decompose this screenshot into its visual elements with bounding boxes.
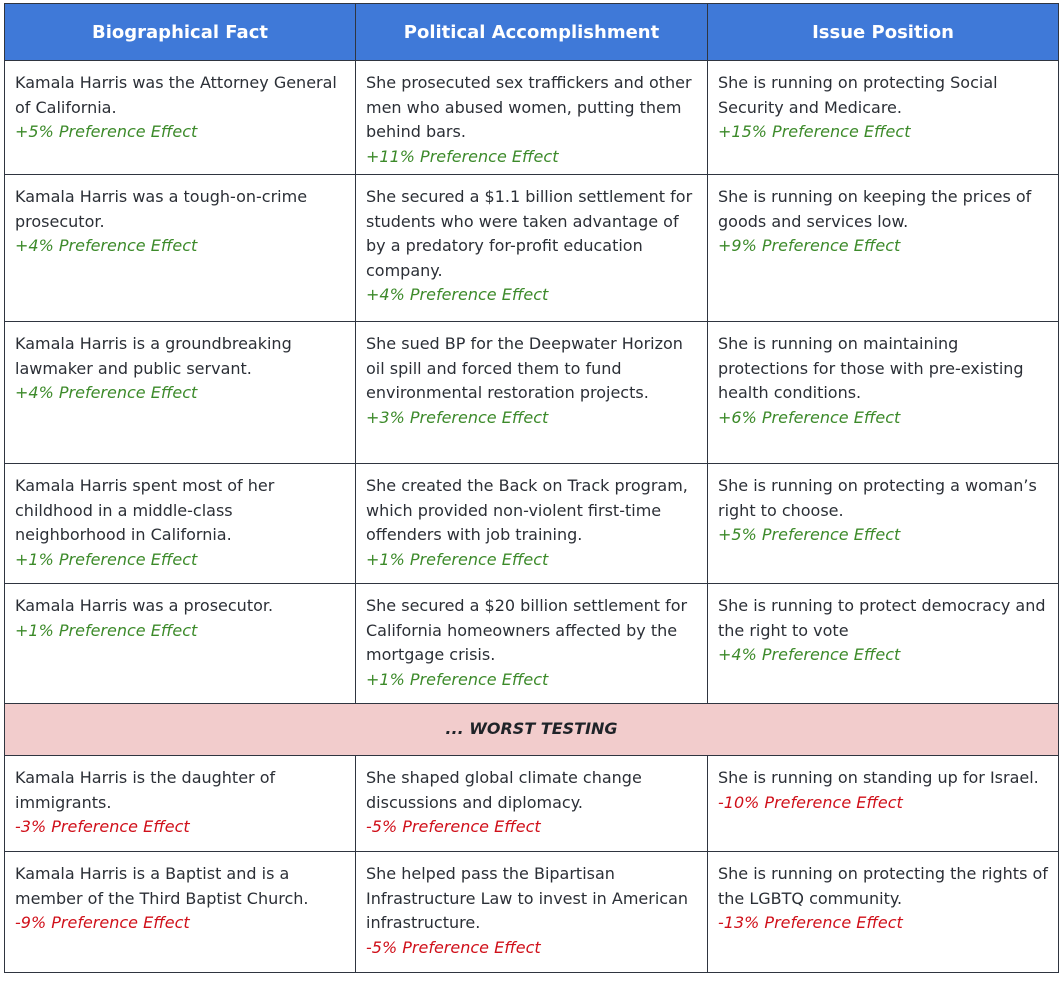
preference-effect: -5% Preference Effect <box>366 937 541 957</box>
table-cell <box>356 322 708 464</box>
table-cell <box>708 322 1059 464</box>
message-testing-table <box>4 3 1059 973</box>
preference-effect: +3% Preference Effect <box>366 407 549 427</box>
table-cell <box>356 61 708 175</box>
table-row <box>5 584 1059 704</box>
table-cell <box>5 756 356 852</box>
cell-text: Kamala Harris is the daughter of immigrants. <box>15 768 276 812</box>
preference-effect: -13% Preference Effect <box>718 913 903 932</box>
preference-effect: +11% Preference Effect <box>366 146 559 166</box>
cell-text: She sued BP for the Deepwater Horizon oil spill and forced them to fund environmental restoration projects. <box>366 334 683 402</box>
preference-effect: -5% Preference Effect <box>366 817 541 836</box>
cell-text: She is running on protecting the rights of the LGBTQ community. <box>718 864 1048 908</box>
preference-effect: +1% Preference Effect <box>15 620 198 640</box>
table-cell <box>708 175 1059 322</box>
preference-effect: +5% Preference Effect <box>718 525 901 544</box>
table-cell <box>5 852 356 973</box>
table-row <box>5 464 1059 584</box>
preference-effect: -3% Preference Effect <box>15 817 190 836</box>
table-row <box>5 61 1059 175</box>
cell-text: Kamala Harris is a Baptist and is a member of the Third Baptist Church. <box>15 864 309 908</box>
cell-text: Kamala Harris spent most of her childhood in a middle-class neighborhood in California. <box>15 476 275 544</box>
table-cell <box>356 464 708 584</box>
preference-effect: +4% Preference Effect <box>366 285 549 304</box>
table-cell <box>708 584 1059 704</box>
cell-text: Kamala Harris was a tough-on-crime prosecutor. <box>15 187 308 231</box>
worst-testing-label: ... WORST TESTING <box>5 704 1059 756</box>
preference-effect: -10% Preference Effect <box>718 792 903 812</box>
table-row <box>5 322 1059 464</box>
cell-text: She prosecuted sex traffickers and other men who abused women, putting them behind bars. <box>366 73 692 141</box>
table-cell <box>356 852 708 973</box>
preference-effect: +15% Preference Effect <box>718 122 911 141</box>
cell-text: Kamala Harris was the Attorney General of California. <box>15 73 337 117</box>
cell-text: She is running on keeping the prices of goods and services low. <box>718 187 1032 231</box>
preference-effect: +5% Preference Effect <box>15 122 198 141</box>
preference-effect: -9% Preference Effect <box>15 913 190 932</box>
preference-effect: +6% Preference Effect <box>718 407 901 427</box>
table-cell <box>5 322 356 464</box>
table-row <box>5 756 1059 852</box>
message-testing-table-container <box>4 3 1058 973</box>
cell-text: She helped pass the Bipartisan Infrastructure Law to invest in American infrastructure. <box>366 864 689 932</box>
preference-effect: +4% Preference Effect <box>15 383 198 402</box>
worst-testing-divider-row <box>5 704 1059 756</box>
table-cell <box>356 584 708 704</box>
cell-text: She is running to protect democracy and the right to vote <box>718 596 1046 640</box>
preference-effect: +1% Preference Effect <box>366 669 549 689</box>
cell-text: She is running on protecting Social Security and Medicare. <box>718 73 998 117</box>
table-row <box>5 852 1059 973</box>
table-cell <box>356 756 708 852</box>
table-cell <box>5 464 356 584</box>
header-issue-position: Issue Position <box>708 4 1059 61</box>
preference-effect: +4% Preference Effect <box>15 236 198 255</box>
preference-effect: +1% Preference Effect <box>15 549 198 569</box>
cell-text: Kamala Harris is a groundbreaking lawmaker and public servant. <box>15 334 292 378</box>
preference-effect: +4% Preference Effect <box>718 645 901 664</box>
cell-text: She created the Back on Track program, which provided non-violent first-time offenders with job training. <box>366 476 688 544</box>
cell-text: She is running on standing up for Israel. <box>718 768 1039 787</box>
cell-text: She is running on maintaining protections for those with pre-existing health conditions. <box>718 334 1024 402</box>
table-cell <box>5 175 356 322</box>
cell-text: She is running on protecting a woman’s right to choose. <box>718 476 1037 520</box>
table-cell <box>5 61 356 175</box>
table-cell <box>356 175 708 322</box>
table-cell <box>708 464 1059 584</box>
table-cell <box>5 584 356 704</box>
preference-effect: +9% Preference Effect <box>718 236 901 255</box>
table-cell <box>708 756 1059 852</box>
header-row <box>5 4 1059 61</box>
cell-text: Kamala Harris was a prosecutor. <box>15 596 274 615</box>
cell-text: She secured a $20 billion settlement for California homeowners affected by the mortgage crisis. <box>366 596 688 664</box>
table-cell <box>708 61 1059 175</box>
cell-text: She secured a $1.1 billion settlement for students who were taken advantage of by a predatory for-profit education company. <box>366 187 693 280</box>
header-biographical-fact: Biographical Fact <box>5 4 356 61</box>
cell-text: She shaped global climate change discussions and diplomacy. <box>366 768 642 812</box>
table-cell <box>708 852 1059 973</box>
preference-effect: +1% Preference Effect <box>366 549 549 569</box>
table-row <box>5 175 1059 322</box>
header-political-accomplishment: Political Accomplishment <box>356 4 708 61</box>
